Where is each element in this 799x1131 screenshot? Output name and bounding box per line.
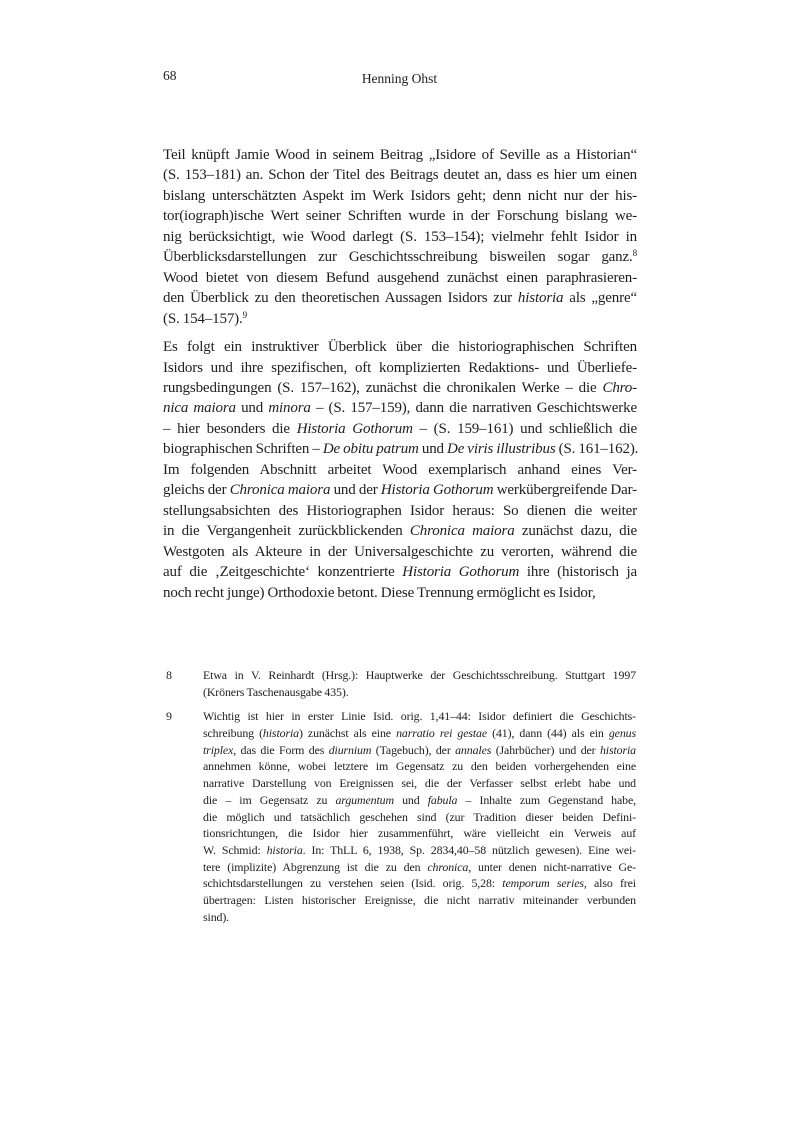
text-segment: tor(iograph)ische Wert seiner Schriften wurde in der Forschung bislang we- [163, 208, 637, 225]
text-line [163, 480, 637, 500]
footnotes [0, 667, 799, 926]
text-line [163, 521, 637, 541]
text-segment: (S. 153–181) an. Schon der Titel des Beitrags deutet an, dass es hier um einen [163, 167, 637, 184]
italic-text: De obitu patrum [322, 441, 419, 458]
text-segment: – (S. 159–161) und schließlich die [412, 420, 637, 437]
text-line [163, 227, 637, 247]
text-line [203, 758, 636, 775]
text-segment: in die Vergangenheit zurückblickenden [163, 523, 410, 540]
text-line [203, 892, 636, 909]
text-segment: W. Schmid: [203, 843, 267, 857]
text-line [203, 684, 636, 701]
text-segment: (Kröners Taschenausgabe 435). [203, 684, 349, 699]
text-line [163, 206, 637, 226]
text-segment: ihre (historisch ja [519, 564, 637, 581]
text-line [163, 583, 637, 603]
text-segment: , das die Form des [233, 742, 329, 757]
footnote-number: 9 [166, 709, 172, 724]
text-line [163, 165, 637, 185]
text-segment: Wichtig ist hier in erster Linie Isid. orig. 1,41–44: Isidor definiert die Geschichts- [203, 709, 636, 724]
text-line [163, 439, 637, 459]
text-line [163, 562, 637, 582]
italic-text: Chronica maiora [229, 482, 331, 499]
text-segment: und [235, 400, 269, 417]
italic-text: Historia Gothorum [296, 420, 413, 437]
italic-text: Chronica maiora [409, 523, 515, 540]
italic-text: nica maiora [163, 400, 236, 417]
text-segment: den Überblick zu den theoretischen Aussagen Isidors zur [163, 290, 518, 307]
text-line [163, 247, 637, 267]
italic-text: triplex [203, 742, 234, 757]
text-segment: und [393, 792, 428, 807]
text-segment: , also frei [583, 876, 636, 891]
text-line [163, 542, 637, 562]
text-line [163, 398, 637, 418]
text-segment: Überblicksdarstellungen zur Geschichtsschreibung bisweilen sogar ganz. [163, 249, 633, 266]
text-line [203, 859, 636, 876]
footnote-number: 8 [166, 667, 172, 682]
paragraph-2 [163, 337, 637, 603]
text-line [163, 337, 637, 357]
text-segment: Isidors und ihre spezifischen, oft komplizierten Redaktions- und Überliefe- [163, 359, 637, 376]
text-segment: auf die ‚Zeitgeschichte‘ konzentrierte [163, 564, 403, 581]
text-segment: ) zunächst als eine [298, 726, 397, 741]
italic-text: fabula [427, 792, 458, 807]
text-segment: (S. 154–157). [163, 310, 243, 327]
text-segment: biographischen Schriften – [163, 441, 323, 458]
text-segment: zunächst dazu, die [514, 523, 637, 540]
italic-text: chronica [427, 859, 469, 874]
italic-text: Historia Gothorum [402, 564, 520, 581]
text-segment: und der [330, 482, 381, 499]
text-line [203, 809, 636, 826]
italic-text: minora [268, 400, 311, 417]
text-segment: (Tagebuch), der [371, 742, 456, 757]
text-segment: (S. 161–162). [555, 441, 639, 458]
text-segment: annehmen könne, wobei letztere im Gegensatz zu den beiden vorhergehenden eine [203, 759, 636, 774]
text-segment: sind). [203, 909, 230, 924]
text-line [203, 742, 636, 759]
italic-text: argumentum [335, 792, 394, 807]
text-segment: gleichs der [163, 482, 230, 499]
italic-text: annales [455, 742, 492, 757]
footnote-reference[interactable]: 9 [242, 309, 247, 320]
text-segment: Im folgenden Abschnitt arbeitet Wood exemplarisch anhand eines Ver- [163, 461, 637, 478]
italic-text: Chro- [602, 379, 637, 396]
text-line [163, 501, 637, 521]
footnote-9 [163, 708, 637, 925]
text-line [203, 875, 636, 892]
text-line [203, 667, 636, 684]
text-segment: nig berücksichtigt, wie Wood darlegt (S. 153–154); vielmehr fehlt Isidor in [163, 228, 637, 245]
text-segment: Teil knüpft Jamie Wood in seinem Beitrag „Isidore of Seville as a Historian“ [163, 147, 637, 163]
text-line [163, 268, 637, 288]
text-line [163, 358, 637, 378]
text-segment: (41), dann (44) als ein [487, 726, 609, 741]
running-head: Henning Ohst [361, 71, 438, 86]
text-segment: als „genre“ [563, 290, 637, 307]
text-segment: . In: ThLL 6, 1938, Sp. 2834,40–58 nützlich gewesen). Eine wei- [302, 843, 636, 857]
text-segment: schreibung ( [203, 726, 263, 741]
text-segment: die – im Gegensatz zu [203, 792, 336, 807]
italic-text: temporum series [502, 876, 584, 891]
footnote-8 [163, 667, 637, 700]
text-segment: narrative Darstellung von Ereignissen sei, die der Verfasser selbst erlebt habe und [203, 776, 636, 791]
text-line [163, 460, 637, 480]
text-segment: , unter denen nicht-narrative Ge- [468, 859, 637, 874]
text-segment: noch recht junge) Orthodoxie betont. Diese Trennung ermöglicht es Isidor, [163, 584, 596, 601]
text-line [163, 145, 637, 165]
text-segment: – Inhalte zum Gegenstand habe, [457, 792, 636, 807]
text-segment: (Jahrbücher) und der [491, 742, 600, 757]
text-line [203, 909, 636, 926]
text-line [203, 708, 636, 725]
text-line [203, 842, 636, 859]
text-line [203, 825, 636, 842]
italic-text: De viris illustribus [447, 441, 556, 458]
text-segment: stellungsabsichten des Historiographen Isidor heraus: So dienen die weiter [163, 502, 637, 519]
text-line [163, 309, 637, 329]
page-number: 68 [163, 68, 177, 83]
text-line [163, 419, 637, 439]
text-segment: werkübergreifende Dar- [493, 482, 638, 499]
text-segment: Etwa in V. Reinhardt (Hrsg.): Hauptwerke der Geschichtsschreibung. Stuttgart 1997 [203, 667, 636, 682]
text-segment: tionsrichtungen, die Isidor hier zusammenführt, wäre vielleicht ein Verweis auf [203, 826, 636, 841]
paragraph-1 [163, 145, 637, 329]
text-segment: Westgoten als Akteure in der Universalgeschichte zu verorten, während die [163, 543, 637, 560]
footnote-text [203, 708, 636, 925]
footnote-text [203, 667, 636, 700]
text-line [163, 288, 637, 308]
text-segment: tere (implizite) Abgrenzung ist die zu den [203, 859, 428, 874]
text-segment: rungsbedingungen (S. 157–162), zunächst die chronikalen Werke – die [163, 379, 603, 396]
text-line [203, 775, 636, 792]
text-segment: – (S. 157–159), dann die narrativen Geschichtswerke [310, 400, 637, 417]
text-line [203, 792, 636, 809]
text-segment: schichtsdarstellungen zu verstehen seien (Isid. orig. 5,28: [203, 876, 503, 891]
italic-text: Historia Gothorum [380, 482, 494, 499]
text-segment: Es folgt ein instruktiver Überblick über die historiographischen Schriften [163, 339, 637, 356]
text-line [163, 186, 637, 206]
text-segment: und [418, 441, 448, 458]
text-segment: Wood bietet von diesem Befund ausgehend zunächst einen paraphrasieren- [163, 269, 637, 286]
text-segment: bislang unterschätzten Aspekt im Werk Isidors geht; denn nicht nur der his- [163, 187, 637, 204]
italic-text: historia [599, 742, 636, 757]
text-segment: übertragen: Listen historischer Ereignisse, die nicht narrativ miteinander verbunden [203, 893, 636, 908]
text-segment: – hier besonders die [163, 420, 297, 437]
footnote-reference[interactable]: 8 [632, 248, 637, 259]
italic-text: historia [262, 726, 299, 741]
page-header [0, 0, 799, 92]
italic-text: diurnium [328, 742, 372, 757]
italic-text: historia [517, 290, 564, 307]
text-segment: die möglich und tatsächlich geschehen sind (zur Tradition dieser beiden Defini- [203, 809, 636, 824]
italic-text: historia [266, 843, 303, 857]
text-line [203, 725, 636, 742]
italic-text: genus [608, 726, 636, 741]
italic-text: narratio rei gestae [396, 726, 488, 741]
text-line [163, 378, 637, 398]
